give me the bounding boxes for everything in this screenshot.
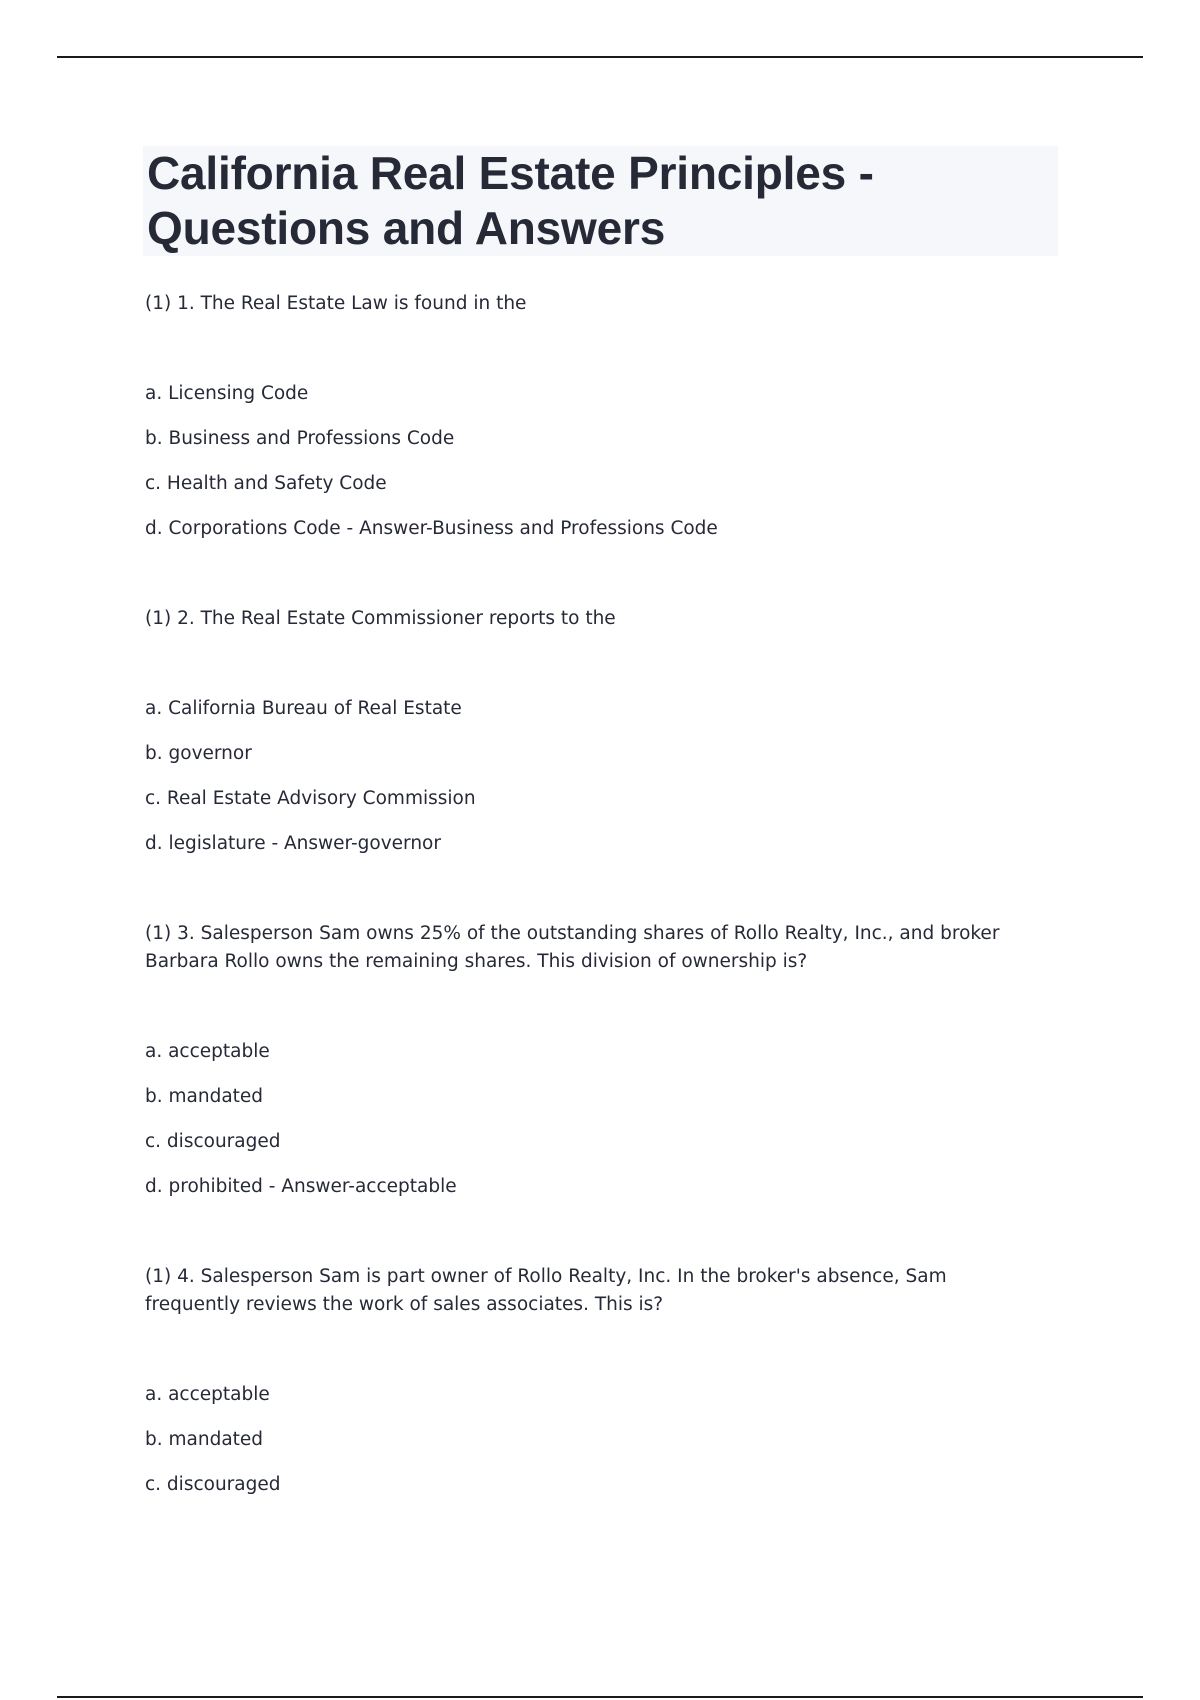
top-rule [57, 56, 1143, 58]
answer-option: c. Real Estate Advisory Commission [145, 788, 476, 809]
answer-option: a. California Bureau of Real Estate [145, 698, 462, 719]
question-prompt: (1) 4. Salesperson Sam is part owner of Rollo Realty, Inc. In the broker's absence, Sam frequently reviews the work of sales associates. This is? [145, 1266, 947, 1315]
answer-option: a. Licensing Code [145, 383, 309, 404]
answer-option: d. prohibited - Answer-acceptable [145, 1176, 457, 1197]
answer-option: c. discouraged [145, 1474, 281, 1495]
answer-option: d. legislature - Answer-governor [145, 833, 441, 854]
question-prompt: (1) 2. The Real Estate Commissioner reports to the [145, 608, 616, 629]
question-prompt: (1) 1. The Real Estate Law is found in the [145, 293, 527, 314]
answer-option: c. discouraged [145, 1131, 281, 1152]
question-block-4 [145, 1263, 1045, 1499]
answer-option: a. acceptable [145, 1041, 270, 1062]
title-banner [143, 146, 1058, 256]
answer-option: b. Business and Professions Code [145, 428, 455, 449]
answer-option: b. governor [145, 743, 252, 764]
answer-option: a. acceptable [145, 1384, 270, 1405]
answer-option: c. Health and Safety Code [145, 473, 387, 494]
answer-option: b. mandated [145, 1086, 264, 1107]
question-block-1 [145, 290, 1045, 543]
question-block-3 [145, 920, 1045, 1201]
bottom-rule [57, 1696, 1143, 1698]
answer-option: b. mandated [145, 1429, 264, 1450]
question-block-2 [145, 605, 1045, 858]
page-title: California Real Estate Principles - Questions and Answers [147, 147, 874, 254]
document-body [145, 290, 1045, 1499]
question-prompt: (1) 3. Salesperson Sam owns 25% of the outstanding shares of Rollo Realty, Inc., and broker Barbara Rollo owns the remaining shares. This division of ownership is? [145, 923, 1000, 972]
answer-option: d. Corporations Code - Answer-Business and Professions Code [145, 518, 718, 539]
